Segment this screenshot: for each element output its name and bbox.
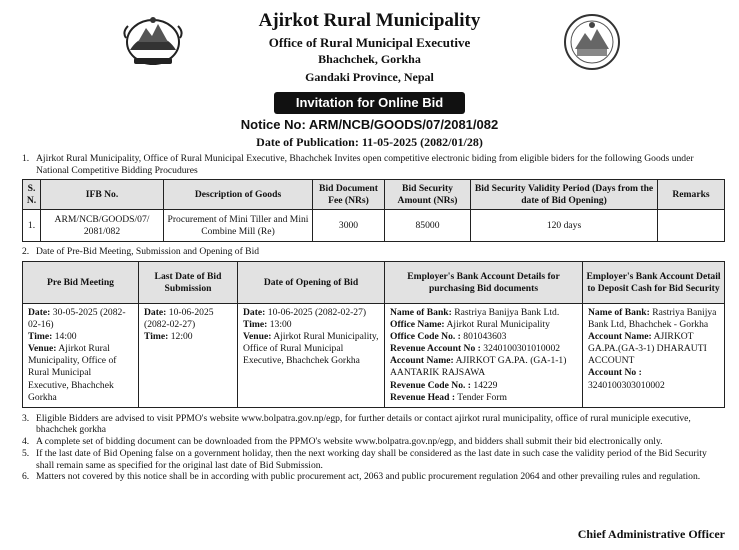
note-number: 6. (22, 471, 30, 483)
label-account-name: Account Name: (390, 355, 454, 367)
note-number: 4. (22, 436, 30, 448)
table-row (23, 304, 725, 408)
col-validity: Bid Security Validity Period (Days from the date of Bid Opening) (471, 180, 658, 210)
section2-heading (0, 246, 739, 258)
municipality-title: Ajirkot Rural Municipality (258, 10, 481, 31)
label-revenue-account: Revenue Account No : (390, 343, 481, 355)
bid-schedule-table (22, 261, 725, 408)
municipality-seal-icon (563, 13, 621, 71)
label-date: Date: (243, 307, 266, 319)
list-item (0, 471, 739, 483)
cell-description: Procurement of Mini Tiller and Mini Combine Mill (Re) (164, 210, 313, 242)
cell-prebid (23, 304, 139, 408)
label-account-name: Account Name: (588, 331, 652, 343)
cell-sn: 1. (23, 210, 41, 242)
label-office-code: Office Code No. : (390, 331, 461, 343)
label-venue: Venue: (243, 331, 272, 343)
notes-list (0, 413, 739, 483)
publication-date: Date of Publication: 11-05-2025 (2082/01/28) (256, 134, 483, 149)
note-number: 5. (22, 447, 30, 459)
signature-title: Chief Administrative Officer (577, 527, 725, 541)
label-venue: Venue: (28, 343, 57, 355)
cell-ifb: ARM/NCB/GOODS/07/ 2081/082 (41, 210, 164, 242)
note-number: 3. (22, 412, 30, 424)
col-bank-security: Employer's Bank Account Detail to Deposit Cash for Bid Security (583, 262, 725, 304)
col-opening: Date of Opening of Bid (238, 262, 385, 304)
col-ifb: IFB No. (41, 180, 164, 210)
cell-submission (139, 304, 238, 408)
office-name-value: Ajirkot Rural Municipality (446, 319, 550, 331)
prebid-date: 30-05-2025 (2082-02-16) (28, 307, 126, 331)
col-remarks: Remarks (658, 180, 725, 210)
bid-summary-table (22, 179, 725, 242)
revenue-code: 14229 (473, 379, 498, 391)
note-text: Eligible Bidders are advised to visit PPMO's website www.bolpatra.gov.np/egp, for further details or contact ajirkot rural municipality, office of rural municiple executive, bhachchek gorkha (36, 412, 691, 436)
cell-bank-docs (385, 304, 583, 408)
note-text: If the last date of Bid Opening false on a government holiday, then the next working day shall be considered as the last date in such case the validity period of the Bid Security shall remain same as specified for the original last date of Bid Submission. (36, 447, 707, 471)
opening-venue: Ajirkot Rural Municipality, Office of Rural Municipal Executive, Bhachchek Gorkha (243, 331, 379, 367)
revenue-account: 3240100301010002 (483, 343, 561, 355)
province-name: Gandaki Province, Nepal (305, 69, 434, 84)
prebid-time: 14:00 (54, 331, 77, 343)
revenue-head: Tender Form (457, 391, 507, 403)
cell-security: 85000 (385, 210, 471, 242)
cell-validity: 120 days (471, 210, 658, 242)
label-time: Time: (144, 331, 169, 343)
label-date: Date: (28, 307, 51, 319)
label-revenue-head: Revenue Head : (390, 391, 456, 403)
col-last-date: Last Date of Bid Submission (139, 262, 238, 304)
label-bank: Name of Bank: (588, 307, 650, 319)
security-account-name: AJIRKOT GA.PA.(GA-3-1) DHARAUTI ACCOUNT (588, 331, 707, 367)
cell-bank-security (583, 304, 725, 408)
list-item (0, 448, 739, 471)
col-sn: S. N. (23, 180, 41, 210)
cell-fee: 3000 (313, 210, 385, 242)
note-text: A complete set of bidding document can be downloaded from the PPMO's website www.bolpatra.gov.np/egp, and bidders shall submit their bid electronically only. (36, 436, 663, 448)
office-name: Office of Rural Municipal Executive (268, 34, 471, 50)
label-date: Date: (144, 307, 167, 319)
cell-opening (238, 304, 385, 408)
list-item (0, 436, 739, 448)
nepal-emblem-icon (120, 12, 186, 68)
section2-number: 2. (22, 246, 30, 258)
intro-text: Ajirkot Rural Municipality, Office of Rural Municipal Executive, Bhachchek Invites open competitive electronic biding from eligible biders for the following Goods under National Competitive Bidding Procudures (36, 152, 694, 176)
cell-remarks (658, 210, 725, 242)
table-row (23, 210, 725, 242)
col-security: Bid Security Amount (NRs) (385, 180, 471, 210)
account-name: AJIRKOT GA.PA. (GA-1-1) AANTARIK RAJSAWA (390, 355, 567, 379)
intro-paragraph (0, 153, 739, 176)
submission-date: 10-06-2025 (2082-02-27) (144, 307, 214, 331)
notice-header (0, 0, 739, 110)
invitation-banner: Invitation for Online Bid (274, 92, 465, 114)
note-text: Matters not covered by this notice shall be in according with public procurement act, 2063 and public procurement regulation 2064 and other prevailing rules and regulation. (36, 471, 701, 483)
col-description: Description of Goods (164, 180, 313, 210)
col-bank-docs: Employer's Bank Account Details for purchasing Bid documents (385, 262, 583, 304)
label-time: Time: (243, 319, 268, 331)
security-bank-name: Rastriya Banijya Bank Ltd, Bhachchek - Gorkha (588, 307, 717, 331)
prebid-venue: Ajirkot Rural Municipality, Office of Rural Municipal Executive, Bhachchek Gorkha (28, 343, 117, 403)
table-header-row (23, 262, 725, 304)
label-revenue-code: Revenue Code No. : (390, 379, 472, 391)
submission-time: 12:00 (170, 331, 193, 343)
label-office: Office Name: (390, 319, 445, 331)
notice-number: Notice No: ARM/NCB/GOODS/07/2081/082 (240, 117, 499, 132)
table-header-row (23, 180, 725, 210)
section2-text: Date of Pre-Bid Meeting, Submission and Opening of Bid (36, 246, 260, 258)
label-account-no: Account No : (588, 367, 642, 379)
list-item (0, 413, 739, 436)
bank-name: Rastriya Banijya Bank Ltd. (454, 307, 560, 319)
office-code: 801043603 (463, 331, 507, 343)
col-prebid: Pre Bid Meeting (23, 262, 139, 304)
intro-number: 1. (22, 152, 30, 164)
office-location: Bhachchek, Gorkha (318, 52, 421, 67)
security-account-no: 3240100303010002 (588, 379, 665, 391)
opening-time: 13:00 (269, 319, 292, 331)
opening-date: 10-06-2025 (2082-02-27) (267, 307, 367, 319)
label-time: Time: (28, 331, 53, 343)
col-fee: Bid Document Fee (NRs) (313, 180, 385, 210)
label-bank: Name of Bank: (390, 307, 452, 319)
